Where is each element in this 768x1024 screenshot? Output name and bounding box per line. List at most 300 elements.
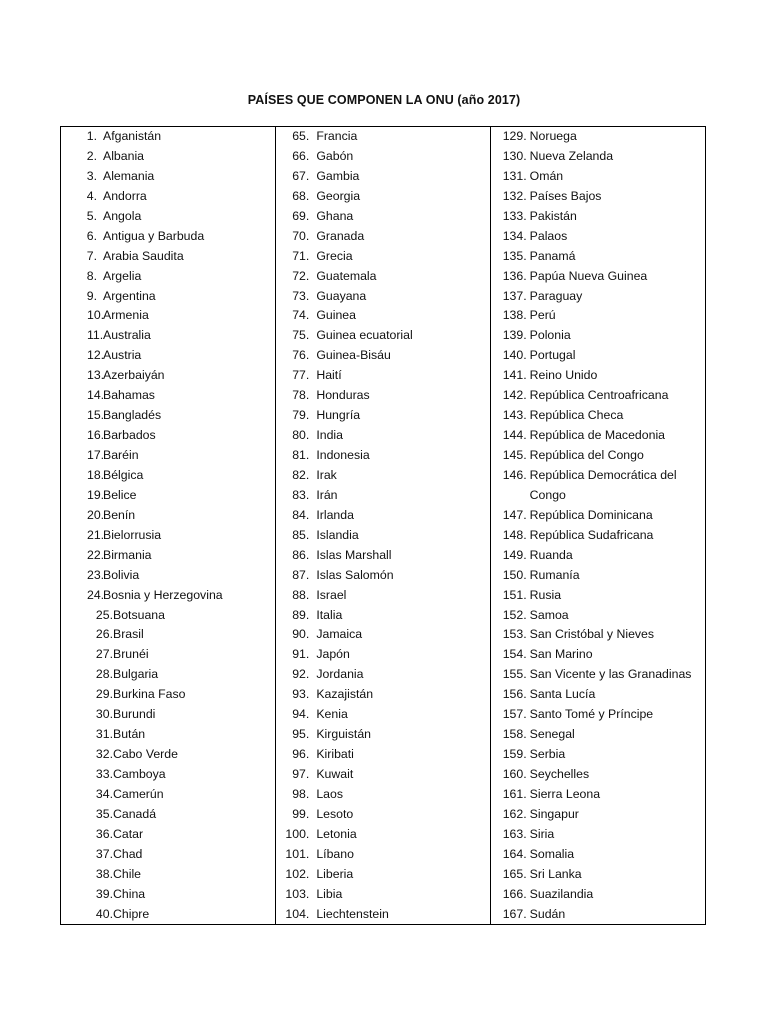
country-name: Brasil <box>113 627 144 642</box>
list-item <box>61 346 275 366</box>
country-name-continuation: Congo <box>529 487 566 502</box>
item-number: 76. <box>292 348 310 363</box>
country-name: Hungría <box>316 408 361 423</box>
country-name: Chile <box>113 866 142 881</box>
list-item <box>61 127 275 147</box>
item-number: 13. <box>87 368 105 383</box>
item-number: 20. <box>87 507 105 522</box>
item-number: 138. <box>502 308 527 323</box>
list-item <box>491 287 705 307</box>
country-name: Andorra <box>103 188 147 203</box>
item-number: 78. <box>292 388 310 403</box>
item-number: 150. <box>502 567 527 582</box>
item-number: 84. <box>292 507 310 522</box>
item-number: 104. <box>285 906 310 921</box>
item-number: 96. <box>292 747 310 762</box>
item-number: 73. <box>292 288 310 303</box>
list-item <box>276 466 489 486</box>
list-item <box>61 885 275 905</box>
list-item <box>276 227 489 247</box>
item-number: 16. <box>87 428 105 443</box>
country-name: Kiribati <box>316 747 354 762</box>
country-name: Guinea ecuatorial <box>316 328 413 343</box>
column-1 <box>61 127 275 924</box>
item-number: 30. <box>95 707 113 722</box>
list-item <box>491 227 705 247</box>
item-number: 103. <box>285 886 310 901</box>
item-number: 102. <box>285 866 310 881</box>
country-name: San Marino <box>529 647 593 662</box>
list-item <box>61 566 275 586</box>
item-number: 67. <box>292 168 310 183</box>
country-name: Botsuana <box>113 607 165 622</box>
list-item <box>276 546 489 566</box>
country-name: República Democrática del <box>529 467 677 482</box>
item-number: 12. <box>87 348 105 363</box>
item-number: 90. <box>292 627 310 642</box>
item-number: 166. <box>502 886 527 901</box>
country-name: Liberia <box>316 866 354 881</box>
country-name: Panamá <box>529 248 576 263</box>
item-number: 18. <box>87 467 105 482</box>
item-number: 136. <box>502 268 527 283</box>
item-number: 160. <box>502 767 527 782</box>
list-item <box>61 546 275 566</box>
item-number: 95. <box>292 727 310 742</box>
item-number: 133. <box>502 208 527 223</box>
list-item <box>61 526 275 546</box>
list-item <box>491 645 705 665</box>
list-item <box>491 785 705 805</box>
list-item <box>276 267 489 287</box>
item-number: 158. <box>502 727 527 742</box>
country-name: Sudán <box>529 906 566 921</box>
country-name: Sri Lanka <box>529 866 582 881</box>
country-name: Argentina <box>103 288 156 303</box>
item-number: 93. <box>292 687 310 702</box>
item-number: 159. <box>502 747 527 762</box>
country-name: Israel <box>316 587 347 602</box>
list-item <box>276 745 489 765</box>
list-item <box>491 546 705 566</box>
country-name: Barbados <box>103 428 156 443</box>
list-item <box>491 187 705 207</box>
item-number: 32. <box>95 747 113 762</box>
item-number: 94. <box>292 707 310 722</box>
country-name: República Sudafricana <box>529 527 654 542</box>
item-number: 146. <box>502 467 527 482</box>
country-name: Portugal <box>529 348 576 363</box>
item-number: 77. <box>292 368 310 383</box>
list-item <box>61 167 275 187</box>
item-number: 92. <box>292 667 310 682</box>
country-name: Austria <box>103 348 142 363</box>
list-item <box>491 267 705 287</box>
country-name: Nueva Zelanda <box>529 148 614 163</box>
country-name: Brunéi <box>113 647 149 662</box>
list-item <box>491 366 705 386</box>
country-name: Kazajistán <box>316 687 374 702</box>
item-number: 155. <box>502 667 527 682</box>
country-name: Arabia Saudita <box>103 248 184 263</box>
list-item <box>61 705 275 725</box>
item-number: 167. <box>502 906 527 921</box>
country-name: Pakistán <box>529 208 577 223</box>
item-number: 75. <box>292 328 310 343</box>
list-item <box>276 167 489 187</box>
country-name: Guinea <box>316 308 356 323</box>
country-name: San Cristóbal y Nieves <box>529 627 655 642</box>
item-number: 100. <box>285 826 310 841</box>
item-number: 149. <box>502 547 527 562</box>
list-item <box>276 306 489 326</box>
list-item <box>61 306 275 326</box>
list-item <box>491 147 705 167</box>
country-name: Cabo Verde <box>113 747 178 762</box>
item-number: 74. <box>292 308 310 323</box>
item-number: 157. <box>502 707 527 722</box>
country-name: Singapur <box>529 806 579 821</box>
list-item <box>61 406 275 426</box>
list-item <box>276 665 489 685</box>
item-number: 147. <box>502 507 527 522</box>
country-name: Bahamas <box>103 388 155 403</box>
list-item <box>491 586 705 606</box>
country-name: Samoa <box>529 607 569 622</box>
list-item <box>276 486 489 506</box>
list-item <box>61 287 275 307</box>
item-number: 37. <box>95 846 113 861</box>
item-number: 154. <box>502 647 527 662</box>
country-name: Benín <box>103 507 136 522</box>
country-name: Bangladés <box>103 408 162 423</box>
item-number: 101. <box>285 846 310 861</box>
country-name: Japón <box>316 647 350 662</box>
item-number: 70. <box>292 228 310 243</box>
item-number: 141. <box>502 368 527 383</box>
list-item <box>61 725 275 745</box>
country-name: Rusia <box>529 587 562 602</box>
list-item <box>276 905 489 925</box>
item-number: 131. <box>502 168 527 183</box>
list-item <box>491 725 705 745</box>
item-number: 71. <box>292 248 310 263</box>
item-number: 163. <box>502 826 527 841</box>
item-number: 11. <box>87 328 104 343</box>
list-item <box>276 805 489 825</box>
country-name: Burundi <box>113 707 156 722</box>
country-name: Chad <box>113 846 143 861</box>
country-name: Bolivia <box>103 567 140 582</box>
item-number: 129. <box>502 129 527 143</box>
country-name: Papúa Nueva Guinea <box>529 268 648 283</box>
item-number: 98. <box>292 786 310 801</box>
list-item <box>61 386 275 406</box>
item-number: 162. <box>502 806 527 821</box>
country-name: Birmania <box>103 547 152 562</box>
country-name: República Centroafricana <box>529 388 669 403</box>
item-number: 153. <box>502 627 527 642</box>
country-name: República de Macedonia <box>529 428 666 443</box>
country-name: Guinea-Bisáu <box>316 348 391 363</box>
item-number: 66. <box>292 148 310 163</box>
list-item <box>61 625 275 645</box>
item-number: 164. <box>502 846 527 861</box>
list-item <box>491 406 705 426</box>
country-name: Sierra Leona <box>529 786 601 801</box>
item-number: 134. <box>502 228 527 243</box>
item-number: 142. <box>502 388 527 403</box>
country-name: Palaos <box>529 228 568 243</box>
country-name: Haití <box>316 368 342 383</box>
country-name: Armenia <box>103 308 149 323</box>
list-item <box>61 486 275 506</box>
country-name: Guayana <box>316 288 367 303</box>
item-number: 15. <box>87 408 105 423</box>
item-number: 8. <box>86 268 97 283</box>
list-item <box>276 406 489 426</box>
item-number: 4. <box>86 188 97 203</box>
list-item <box>491 386 705 406</box>
list-item <box>61 147 275 167</box>
item-number: 26. <box>95 627 113 642</box>
list-item <box>61 905 275 925</box>
list-item <box>61 785 275 805</box>
list-item <box>491 426 705 446</box>
country-name: Honduras <box>316 388 370 403</box>
country-name: Lesoto <box>316 806 354 821</box>
item-number: 91. <box>292 647 310 662</box>
item-number: 80. <box>292 428 310 443</box>
list-item <box>276 247 489 267</box>
list-item <box>276 685 489 705</box>
item-number: 6. <box>86 228 97 243</box>
item-number: 68. <box>292 188 310 203</box>
list-item <box>491 466 705 506</box>
list-item <box>61 665 275 685</box>
country-name: San Vicente y las Granadinas <box>529 667 692 682</box>
item-number: 10. <box>87 308 105 323</box>
country-name: Jordania <box>316 667 364 682</box>
country-name: Argelia <box>103 268 142 283</box>
item-number: 89. <box>292 607 310 622</box>
list-item <box>276 625 489 645</box>
country-name: Bután <box>113 727 146 742</box>
item-number: 83. <box>292 487 310 502</box>
list-item <box>276 785 489 805</box>
list-item <box>61 187 275 207</box>
list-item <box>61 586 275 606</box>
item-number: 28. <box>95 667 113 682</box>
item-number: 140. <box>502 348 527 363</box>
list-item <box>491 905 705 925</box>
item-number: 23. <box>87 567 105 582</box>
country-name: Serbia <box>529 747 566 762</box>
country-name: Países Bajos <box>529 188 602 203</box>
list-item <box>491 526 705 546</box>
item-number: 156. <box>502 687 527 702</box>
country-name: Kirguistán <box>316 727 372 742</box>
item-number: 65. <box>292 129 310 143</box>
item-number: 5. <box>86 208 97 223</box>
list-item <box>276 526 489 546</box>
country-name: Noruega <box>529 129 577 143</box>
item-number: 72. <box>292 268 310 283</box>
list-item <box>61 825 275 845</box>
country-name: Grecia <box>316 248 353 263</box>
item-number: 14. <box>87 388 105 403</box>
item-number: 88. <box>292 587 310 602</box>
list-item <box>61 765 275 785</box>
country-name: Letonia <box>316 826 357 841</box>
country-name: Irán <box>316 487 338 502</box>
country-name: Bielorrusia <box>103 527 162 542</box>
item-number: 145. <box>502 448 527 462</box>
country-name: Irak <box>316 467 337 482</box>
list-item <box>276 606 489 626</box>
list-item <box>276 187 489 207</box>
country-name: Bélgica <box>103 467 144 482</box>
item-number: 87. <box>292 567 310 582</box>
list-item <box>491 805 705 825</box>
list-item <box>61 207 275 227</box>
list-item <box>61 606 275 626</box>
item-number: 99. <box>292 806 310 821</box>
country-name: Reino Unido <box>529 368 598 383</box>
item-number: 144. <box>502 428 527 443</box>
list-item <box>61 366 275 386</box>
country-name: Santa Lucía <box>529 687 596 702</box>
item-number: 38. <box>95 866 113 881</box>
list-item <box>276 326 489 346</box>
item-number: 31. <box>95 727 113 742</box>
item-number: 9. <box>86 288 97 303</box>
country-name: Santo Tomé y Príncipe <box>529 707 654 722</box>
list-item <box>61 446 275 466</box>
country-name: Laos <box>316 786 343 801</box>
item-number: 33. <box>95 767 113 781</box>
item-number: 151. <box>502 587 527 602</box>
item-number: 82. <box>292 467 310 482</box>
country-name: India <box>316 428 343 443</box>
country-name: Somalia <box>529 846 575 861</box>
list-item <box>276 446 489 466</box>
list-item <box>61 865 275 885</box>
item-number: 35. <box>95 806 113 821</box>
country-name: Liechtenstein <box>316 906 389 921</box>
list-item <box>276 147 489 167</box>
item-number: 81. <box>292 448 310 462</box>
list-item <box>276 287 489 307</box>
item-number: 27. <box>95 647 113 662</box>
country-name: Bosnia y Herzegovina <box>103 587 223 602</box>
item-number: 69. <box>292 208 310 223</box>
list-item <box>276 386 489 406</box>
item-number: 79. <box>292 408 310 423</box>
item-number: 22. <box>87 547 105 562</box>
list-item <box>491 865 705 885</box>
list-item <box>61 326 275 346</box>
list-item <box>491 446 705 466</box>
country-name: Camerún <box>113 786 164 801</box>
list-item <box>491 745 705 765</box>
country-name: Francia <box>316 129 358 143</box>
country-name: Paraguay <box>529 288 583 303</box>
country-name: Gambia <box>316 168 360 183</box>
country-name: República Dominicana <box>529 507 653 522</box>
country-name: Islandia <box>316 527 359 542</box>
list-item <box>61 805 275 825</box>
item-number: 21. <box>87 527 105 542</box>
list-item <box>491 825 705 845</box>
list-item <box>61 506 275 526</box>
country-name: Albania <box>103 148 145 163</box>
list-item <box>61 247 275 267</box>
list-item <box>61 466 275 486</box>
item-number: 148. <box>502 527 527 542</box>
list-item <box>491 685 705 705</box>
list-item <box>276 825 489 845</box>
country-name: Siria <box>529 826 555 841</box>
list-item <box>491 207 705 227</box>
country-name: Guatemala <box>316 268 377 283</box>
country-name: Chipre <box>113 906 150 921</box>
item-number: 152. <box>502 607 527 622</box>
list-item <box>276 127 489 147</box>
list-item <box>276 207 489 227</box>
country-name: República Checa <box>529 408 624 423</box>
country-name: Burkina Faso <box>113 687 186 702</box>
item-number: 132. <box>502 188 527 203</box>
country-name: Baréin <box>103 448 139 462</box>
list-item <box>491 127 705 147</box>
country-name: Australia <box>103 328 151 343</box>
country-name: Islas Salomón <box>316 567 394 582</box>
list-item <box>491 606 705 626</box>
item-number: 130. <box>502 148 527 163</box>
list-item <box>276 845 489 865</box>
list-item <box>491 506 705 526</box>
country-name: Rumanía <box>529 567 580 582</box>
country-name: Jamaica <box>316 627 363 642</box>
country-name: Antigua y Barbuda <box>103 228 205 243</box>
list-item <box>276 705 489 725</box>
list-item <box>61 426 275 446</box>
list-item <box>61 685 275 705</box>
country-name: Catar <box>113 826 144 841</box>
list-item <box>61 645 275 665</box>
country-name: Ruanda <box>529 547 573 562</box>
country-list <box>61 127 275 925</box>
list-item <box>276 506 489 526</box>
country-name: Polonia <box>529 328 571 343</box>
item-number: 25. <box>95 607 113 622</box>
country-name: Belice <box>103 487 137 502</box>
list-item <box>491 665 705 685</box>
country-name: Italia <box>316 607 343 622</box>
column-3 <box>490 127 705 924</box>
list-item <box>491 326 705 346</box>
list-item <box>276 346 489 366</box>
list-item <box>276 645 489 665</box>
country-name: Gabón <box>316 148 354 163</box>
country-list <box>491 127 705 925</box>
item-number: 161. <box>502 786 527 801</box>
item-number: 2. <box>86 148 97 163</box>
list-item <box>61 227 275 247</box>
country-name: República del Congo <box>529 448 644 462</box>
item-number: 137. <box>502 288 527 303</box>
